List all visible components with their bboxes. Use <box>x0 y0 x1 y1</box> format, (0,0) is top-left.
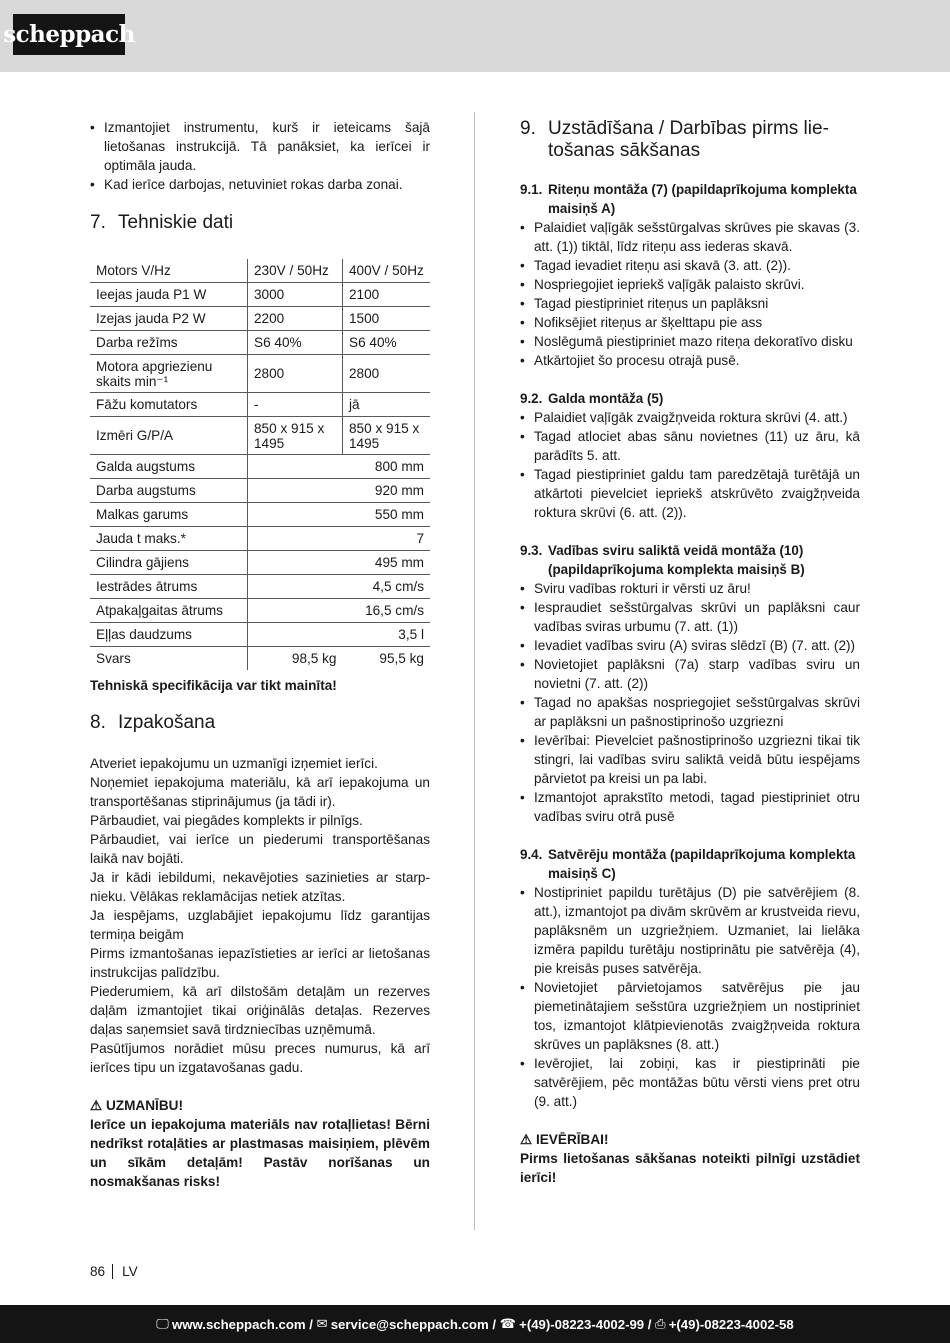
spec-note: Tehniskā specifikācija var tikt mainīta! <box>90 678 337 693</box>
paragraph: Pirms izmantošanas iepazīstieties ar ierīci ar lietošanas instrukcijas palīdzību. <box>90 946 430 980</box>
section-8-heading: 8. Izpakošana <box>90 712 216 733</box>
section-9-heading: 9. Uzstādīšana / Darbības pirms lietošanas sākšanas <box>520 118 829 161</box>
spec-table <box>90 259 430 670</box>
section-9-4-list <box>520 883 860 1111</box>
table-row: Ieejas jauda P1 W 3000 2100 <box>90 283 430 307</box>
section-9-3-heading: 9.3. Vadības sviru saliktā veidā montāža (10) (papildaprīkojuma komplekta maisiņš B) <box>520 543 805 577</box>
unpack-paragraphs <box>90 754 430 1077</box>
left-column <box>90 118 430 1191</box>
column-divider <box>474 112 475 1230</box>
paragraph: Pasūtījumos norādiet mūsu preces numurus, kā arī ierīces tipu un izgatavošanas gadu. <box>90 1041 430 1075</box>
list-item: • Tagad piestipriniet galdu tam paredzētajā turētājā un atkārtoti pievelciet iepriekš atskrūvēto zvaigžņveida roktura skrūvi (6. att. (2)). <box>520 465 860 522</box>
paragraph: Noņemiet iepakojuma materiālu, kā arī iepakojuma un transportēšanas stiprinājumus (ja tādi ir). <box>90 775 430 809</box>
page-language: LV <box>122 1264 138 1279</box>
list-item: • Ievērībai: Pievelciet pašnostiprinošo uzgriezni tikai tik stingri, lai vadības sviru saliktā veidā būtu iespējams pārvietot pa kreisi un pa labi. <box>520 731 860 788</box>
footer-phone: +(49)-08223-4002-99 <box>519 1316 645 1332</box>
warning-title: ⚠ UZMANĪBU! <box>90 1098 183 1113</box>
list-item: • Nostipriniet papildu turētājus (D) pie satvērējiem (8. att.), izmantojot pa divām skrūvēm ar krustveida rievu, paplāksnēm un uzgriežņiem. Uzmaniet, lai lielāka izmēra papildu turētāju nostiprinātu pie satvērēja (4), pie kreisās puses satvērēja. <box>520 883 860 978</box>
list-item: • Palaidiet vaļīgāk sešstūrgalvas skrūves pie skavas (3. att. (1)) tiktāl, līdz riteņu ass iederas skavā. <box>520 218 860 256</box>
section-9-2-heading: 9.2. Galda montāža (5) <box>520 391 664 406</box>
page-number-value: 86 <box>90 1264 106 1279</box>
fax-icon: ⎙ <box>655 1316 666 1331</box>
list-item: • Izmantojot aprakstīto metodi, tagad piestipriniet otru vadības sviru otrā pusē <box>520 788 860 826</box>
footer-website[interactable]: www.scheppach.com <box>172 1316 306 1332</box>
paragraph: Piederumiem, kā arī dilstošām detaļām un rezerves daļām izmantojiet tikai oriģinālās detaļas. Rezerves daļas saņemsiet savā tirdzniecības uzņēmumā. <box>90 984 430 1037</box>
footer-fax: +(49)-08223-4002-58 <box>668 1316 794 1332</box>
list-item: • Tagad no apakšas nospriegojiet sešstūrgalvas skrūvi ar paplāksni un pašnostiprinošo uzgriezni <box>520 693 860 731</box>
section-9-1-list <box>520 218 860 370</box>
section-9-4-heading: 9.4. Satvērēju montāža (papildaprīkojuma komplekta maisiņš C) <box>520 847 856 881</box>
table-row: Malkas garums 550 mm <box>90 503 430 527</box>
page-number-separator <box>112 1264 113 1279</box>
list-item: • Ievadiet vadības sviru (A) sviras slēdzī (B) (7. att. (2)) <box>520 636 860 655</box>
section-9-2-list <box>520 408 860 522</box>
table-row: Darba augstums 920 mm <box>90 479 430 503</box>
table-row: Fāžu komutators - jā <box>90 393 430 417</box>
paragraph: Pārbaudiet, vai ierīce un piederumi transportēšanas laikā nav bojāti. <box>90 832 430 866</box>
section-9-3-list <box>520 579 860 826</box>
table-row: Izmēri G/P/A 850 x 915 x 1495 850 x 915 x 1495 <box>90 417 430 455</box>
list-item: • Kad ierīce darbojas, netuviniet rokas darba zonai. <box>90 175 430 194</box>
table-row: Atpakaļgaitas ātrums 16,5 cm/s <box>90 599 430 623</box>
table-row: Motors V/Hz 230V / 50Hz 400V / 50Hz <box>90 259 430 283</box>
list-item: • Nofiksējiet riteņus ar šķelttapu pie ass <box>520 313 860 332</box>
table-row: Izejas jauda P2 W 2200 1500 <box>90 307 430 331</box>
list-item: • Palaidiet vaļīgāk zvaigžņveida roktura skrūvi (4. att.) <box>520 408 860 427</box>
table-row: Svars 98,5 kg 95,5 kg <box>90 647 430 671</box>
list-item: • Ievērojiet, lai zobiņi, kas ir piestiprināti pie satvērējiem, pēc montāžas būtu vērsti viens pret otru (9. att.) <box>520 1054 860 1111</box>
list-item: • Tagad atlociet abas sānu novietnes (11) uz āru, kā parādīts 5. att. <box>520 427 860 465</box>
notice-title: ⚠ IEVĒRĪBAI! <box>520 1132 609 1147</box>
section-9-1-heading: 9.1. Riteņu montāža (7) (papildaprīkojuma komplekta maisiņš A) <box>520 182 857 216</box>
list-item: • Novietojiet pārvietojamos satvērējus pie jau piemetinātajiem sešstūra uzgriežņiem un nostipriniet tos, izmantojot klātpievienotās zvaigžņveida roktura skrūves un paplāksnes (8. att.) <box>520 978 860 1054</box>
list-item: • Novietojiet paplāksni (7a) starp vadības sviru un novietni (7. att. (2)) <box>520 655 860 693</box>
footer-email[interactable]: service@scheppach.com <box>330 1316 489 1332</box>
paragraph: Ja iespējams, uzglabājiet iepakojumu līdz garantijas termiņa beigām <box>90 908 430 942</box>
list-item: • Tagad piestipriniet riteņus un paplāksni <box>520 294 860 313</box>
table-row: Galda augstums 800 mm <box>90 455 430 479</box>
list-item: • Tagad ievadiet riteņu asi skavā (3. att. (2)). <box>520 256 860 275</box>
list-item: • Atkārtojiet šo procesu otrajā pusē. <box>520 351 860 370</box>
mail-icon: ✉ <box>316 1316 328 1331</box>
paragraph: Atveriet iepakojumu un uzmanīgi izņemiet ierīci. <box>90 756 378 771</box>
table-row: Jauda t maks.* 7 <box>90 527 430 551</box>
list-item: • Sviru vadības rokturi ir vērsti uz āru! <box>520 579 860 598</box>
computer-icon: 🖵 <box>156 1316 169 1331</box>
page-header <box>0 0 950 72</box>
list-item: • Noslēgumā piestipriniet mazo riteņa dekoratīvo disku <box>520 332 860 351</box>
phone-icon: ☎ <box>499 1316 517 1331</box>
intro-bullet-list <box>90 118 430 194</box>
table-row: Cilindra gājiens 495 mm <box>90 551 430 575</box>
section-7-heading: 7. Tehniskie dati <box>90 212 234 233</box>
page-footer: 🖵 www.scheppach.com / ✉ service@scheppach.com / ☎ +(49)-08223-4002-99 / ⎙ +(49)-08223-4002-58 <box>0 1305 950 1343</box>
table-row: Darba režīms S6 40% S6 40% <box>90 331 430 355</box>
table-row: Eļļas daudzums 3,5 l <box>90 623 430 647</box>
right-column <box>520 118 860 1187</box>
paragraph: Ja ir kādi iebildumi, nekavējoties sazinieties ar starpnieku. Vēlākas reklamācijas netiek atzītas. <box>90 870 430 904</box>
list-item: • Izmantojiet instrumentu, kurš ir ieteicams šajā lietošanas instrukcijā. Tā panāksiet, ka ierīcei ir optimāla jauda. <box>90 118 430 175</box>
list-item: • Iespraudiet sešstūrgalvas skrūvi un paplāksni caur vadības sviras urbumu (7. att. (1)) <box>520 598 860 636</box>
scheppach-logo: scheppach <box>13 14 125 55</box>
list-item: • Nospriegojiet iepriekš vaļīgāk palaisto skrūvi. <box>520 275 860 294</box>
table-row: Iestrādes ātrums 4,5 cm/s <box>90 575 430 599</box>
table-row: Motora apgriezienu skaits min⁻¹ 2800 2800 <box>90 355 430 393</box>
page-number <box>90 1264 138 1279</box>
warning-text: Ierīce un iepakojuma materiāls nav rotaļlietas! Bērni nedrīkst rotaļāties ar plastmasas maisiņiem, plēvēm un sīkām detaļām! Pastāv norīšanas un nosmakšanas risks! <box>90 1117 430 1189</box>
notice-text: Pirms lietošanas sākšanas noteikti pilnīgi uzstādiet ierīci! <box>520 1151 860 1185</box>
paragraph: Pārbaudiet, vai piegādes komplekts ir pilnīgs. <box>90 813 363 828</box>
